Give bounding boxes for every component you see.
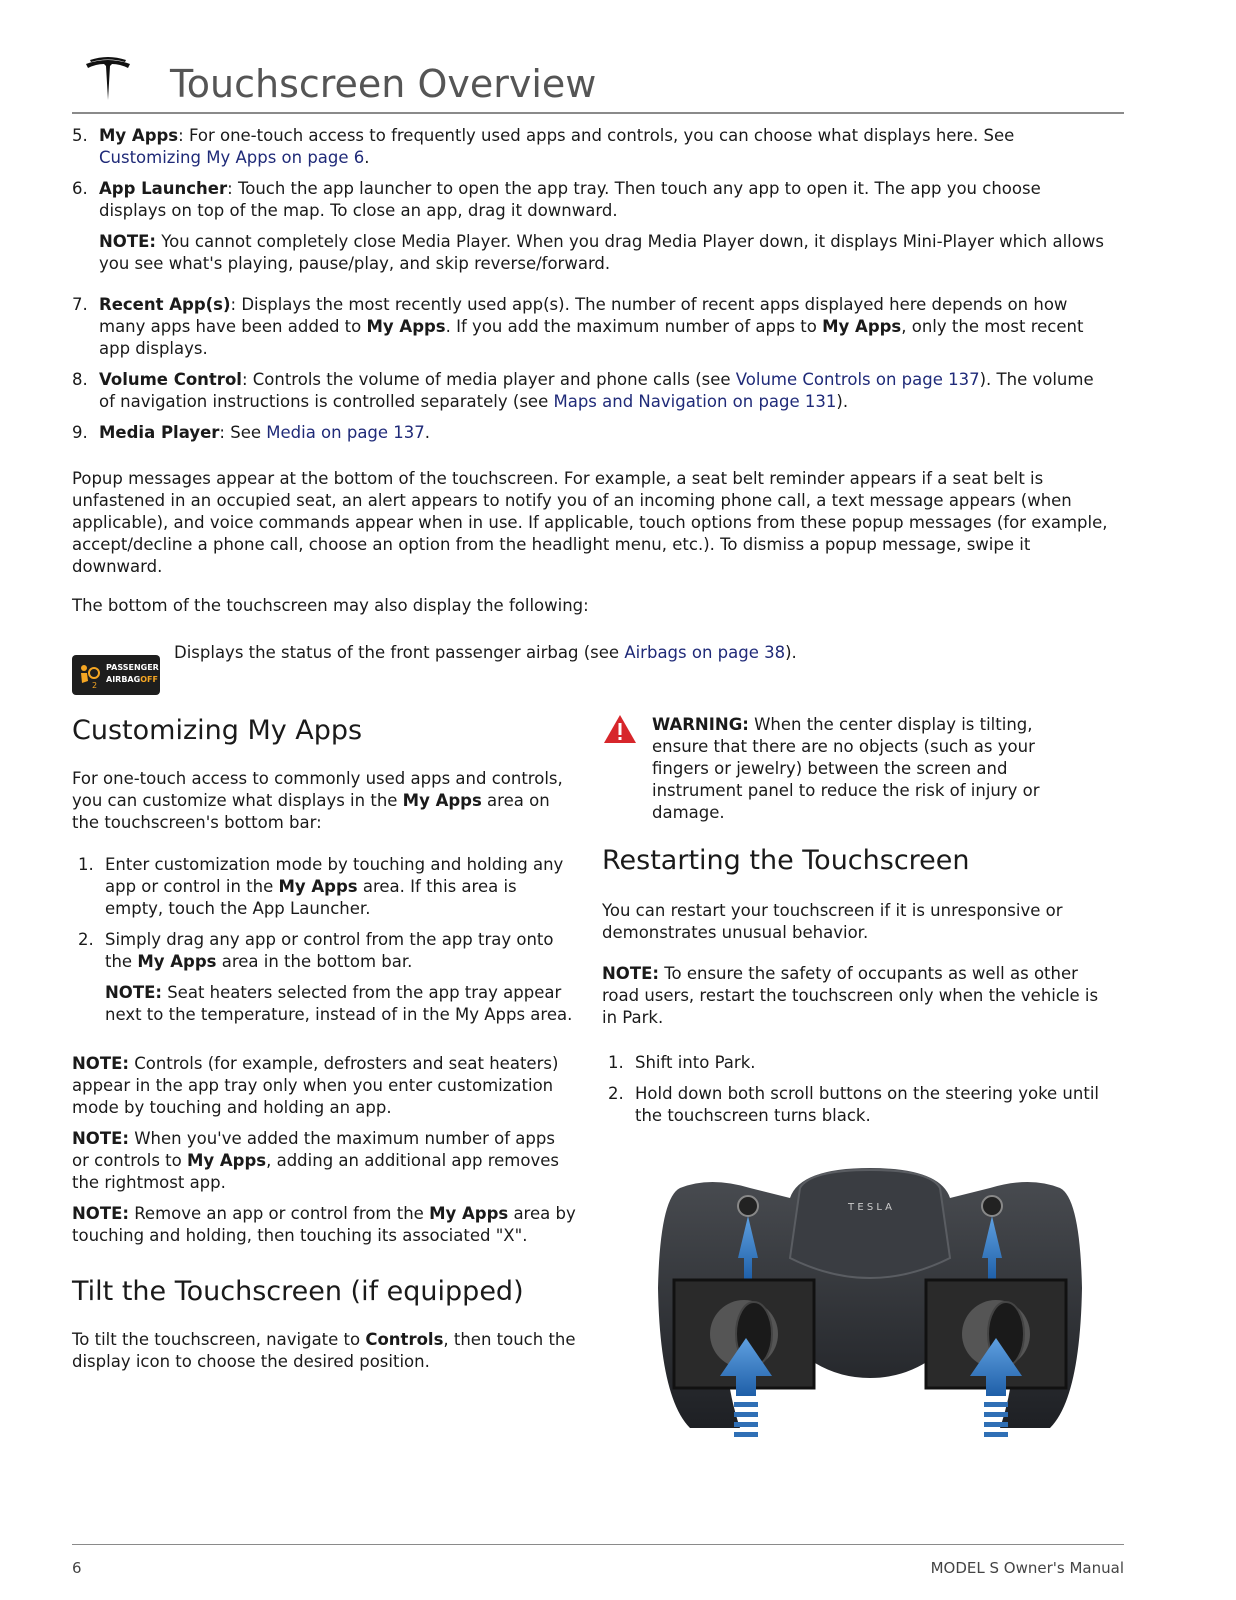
note-text: To ensure the safety of occupants as well as other road users, restart the touchscreen only when the vehicle is in Park.	[602, 964, 1099, 1027]
right-column	[602, 844, 1107, 1127]
list-number: 1.	[78, 855, 94, 874]
term: My Apps	[822, 317, 902, 336]
term: My Apps	[278, 877, 358, 896]
punct: ).	[785, 643, 797, 662]
punct: .	[364, 148, 370, 167]
term: My Apps	[137, 952, 217, 971]
item-text: . If you add the maximum number of apps to	[445, 317, 823, 336]
page-number: 6	[72, 1559, 82, 1577]
punct: .	[424, 423, 431, 442]
warning-icon	[603, 714, 637, 744]
list-item	[72, 178, 1112, 275]
note	[602, 963, 1107, 1029]
heading-restarting-touchscreen: Restarting the Touchscreen	[602, 845, 970, 876]
item-text: ). The volume of navigation instructions is controlled separately (see	[99, 370, 1094, 411]
link-media[interactable]: Media on page 137	[266, 423, 425, 442]
text: Shift into Park.	[635, 1053, 756, 1072]
step-1	[78, 854, 577, 920]
note-label: NOTE:	[602, 964, 659, 983]
term: My Apps	[186, 1151, 267, 1170]
note	[72, 1053, 577, 1119]
list-number: 1.	[608, 1053, 624, 1072]
link-volume-controls[interactable]: Volume Controls on page 137	[735, 370, 980, 389]
text: Enter customization mode by touching and holding any app or control in the	[105, 855, 564, 896]
list-item	[72, 125, 1112, 169]
text: Hold down both scroll buttons on the steering yoke until the touchscreen turns black.	[635, 1084, 1099, 1125]
text: Simply drag any app or control from the app tray onto the	[105, 930, 554, 971]
warning-body: When the center display is tilting, ensure that there are no objects (such as your fingers or jewelry) between the screen and instrument panel to reduce the risk of injury or damage.	[652, 715, 1040, 822]
left-scroll-button	[738, 1196, 758, 1216]
item-text: : For one-touch access to frequently used apps and controls, you can choose what displays here. See	[178, 126, 1015, 145]
term: Media Player	[99, 423, 220, 442]
step-2	[78, 929, 577, 1026]
term: Recent App(s)	[99, 295, 231, 314]
link-maps-navigation[interactable]: Maps and Navigation on page 131	[553, 392, 837, 411]
item-text: , only the most recent app displays.	[99, 317, 1084, 358]
warning-text	[652, 714, 1082, 824]
airbag-description	[174, 642, 797, 664]
term: My Apps	[99, 126, 179, 145]
term: My Apps	[366, 317, 446, 336]
text: , then touch the display icon to choose the desired position.	[72, 1330, 576, 1371]
list-item	[72, 369, 1112, 413]
text: area on the touchscreen's bottom bar:	[72, 791, 550, 832]
list-number: 7.	[72, 295, 88, 314]
term: App Launcher	[99, 179, 228, 198]
list-number: 6.	[72, 179, 88, 198]
note-text: , adding an additional app removes the rightmost app.	[72, 1151, 559, 1192]
link-airbags[interactable]: Airbags on page 38	[624, 643, 786, 662]
steering-yoke-illustration	[650, 1168, 1090, 1448]
text: area. If this area is empty, touch the App Launcher.	[105, 877, 517, 918]
list-item	[72, 422, 1112, 444]
note-label: NOTE:	[105, 983, 162, 1002]
yoke-brand-text: T E S L A	[848, 1202, 892, 1213]
top-list	[72, 125, 1112, 444]
term: My Apps	[402, 791, 482, 810]
manual-title: MODEL S Owner's Manual	[930, 1559, 1124, 1577]
note	[105, 982, 577, 1026]
badge-text-2	[106, 675, 158, 685]
footer-divider	[72, 1544, 1124, 1545]
note-label: NOTE:	[72, 1129, 129, 1148]
link-customizing-my-apps[interactable]: Customizing My Apps on page 6	[99, 148, 365, 167]
term: My Apps	[429, 1204, 509, 1223]
list-number: 2.	[608, 1084, 624, 1103]
item-text: ).	[836, 392, 849, 411]
heading-customizing-my-apps: Customizing My Apps	[72, 715, 363, 746]
airbag-text: Displays the status of the front passenger airbag (see	[174, 643, 625, 662]
term: Volume Control	[99, 370, 242, 389]
badge-airbag: AIRBAG	[106, 675, 141, 684]
left-column	[72, 714, 577, 1373]
bottom-paragraph: The bottom of the touchscreen may also display the following:	[72, 596, 589, 615]
warning-label: WARNING:	[652, 715, 749, 734]
note	[72, 1203, 577, 1247]
note-label: NOTE:	[72, 1054, 129, 1073]
svg-text:2: 2	[92, 681, 98, 689]
list-number: 5.	[72, 126, 88, 145]
list-number: 8.	[72, 370, 88, 389]
note-text: Seat heaters selected from the app tray appear next to the temperature, instead of in the My Apps area.	[105, 983, 573, 1024]
text: For one-touch access to commonly used apps and controls, you can customize what displays in the	[72, 769, 563, 810]
badge-text: PASSENGER	[106, 663, 159, 672]
page-header	[72, 52, 1124, 114]
note-text: You cannot completely close Media Player. When you drag Media Player down, it displays Mini-Player which allows you see what's playing, pause/play, and skip reverse/forward.	[99, 232, 1104, 273]
right-scroll-button	[982, 1196, 1002, 1216]
note-text: Remove an app or control from the	[128, 1204, 430, 1223]
tilt-text	[72, 1329, 577, 1373]
text: area in the bottom bar.	[216, 952, 413, 971]
list-item	[72, 294, 1112, 360]
passenger-airbag-off-indicator	[72, 655, 160, 695]
list-number: 9.	[72, 423, 88, 442]
item-text: : See	[219, 423, 267, 442]
text: To tilt the touchscreen, navigate to	[72, 1330, 366, 1349]
heading-tilt-touchscreen: Tilt the Touchscreen (if equipped)	[72, 1276, 524, 1307]
badge-off: OFF	[140, 675, 158, 684]
list-number: 2.	[78, 930, 94, 949]
restart-step-1	[608, 1052, 1107, 1074]
item-text: : Controls the volume of media player and phone calls (see	[241, 370, 736, 389]
note-text: When you've added the maximum number of apps or controls to	[72, 1129, 555, 1170]
restart-intro: You can restart your touchscreen if it is unresponsive or demonstrates unusual behavior.	[602, 901, 1063, 942]
note-text: Controls (for example, defrosters and seat heaters) appear in the app tray only when you enter customization mode by touching and holding an app.	[72, 1054, 559, 1117]
tesla-logo	[80, 56, 136, 102]
airbag-icon	[78, 663, 102, 689]
page-title: Touchscreen Overview	[170, 62, 597, 106]
restart-step-2	[608, 1083, 1107, 1127]
term: Controls	[365, 1330, 444, 1349]
note	[72, 1128, 577, 1194]
note-label: NOTE:	[72, 1204, 129, 1223]
note-text: area by touching and holding, then touching its associated "X".	[72, 1204, 576, 1245]
note	[99, 231, 1112, 275]
item-text: : Displays the most recently used app(s). The number of recent apps displayed here depends on how many apps have been added to	[99, 295, 1068, 336]
item-text: : Touch the app launcher to open the app tray. Then touch any app to open it. The app you choose displays on top of the map. To close an app, drag it downward.	[99, 179, 1041, 220]
note-label: NOTE:	[99, 232, 156, 251]
customizing-intro	[72, 768, 577, 834]
popup-paragraph: Popup messages appear at the bottom of the touchscreen. For example, a seat belt reminder appears if a seat belt is unfastened in an occupied seat, an alert appears to notify you of an incoming phone call, a text message appears (when applicable), and voice commands appear when in use. If applicable, touch options from these popup messages (for example, accept/decline a phone call, choose an option from the headlight menu, etc.). To dismiss a popup message, swipe it downward.	[72, 469, 1108, 576]
